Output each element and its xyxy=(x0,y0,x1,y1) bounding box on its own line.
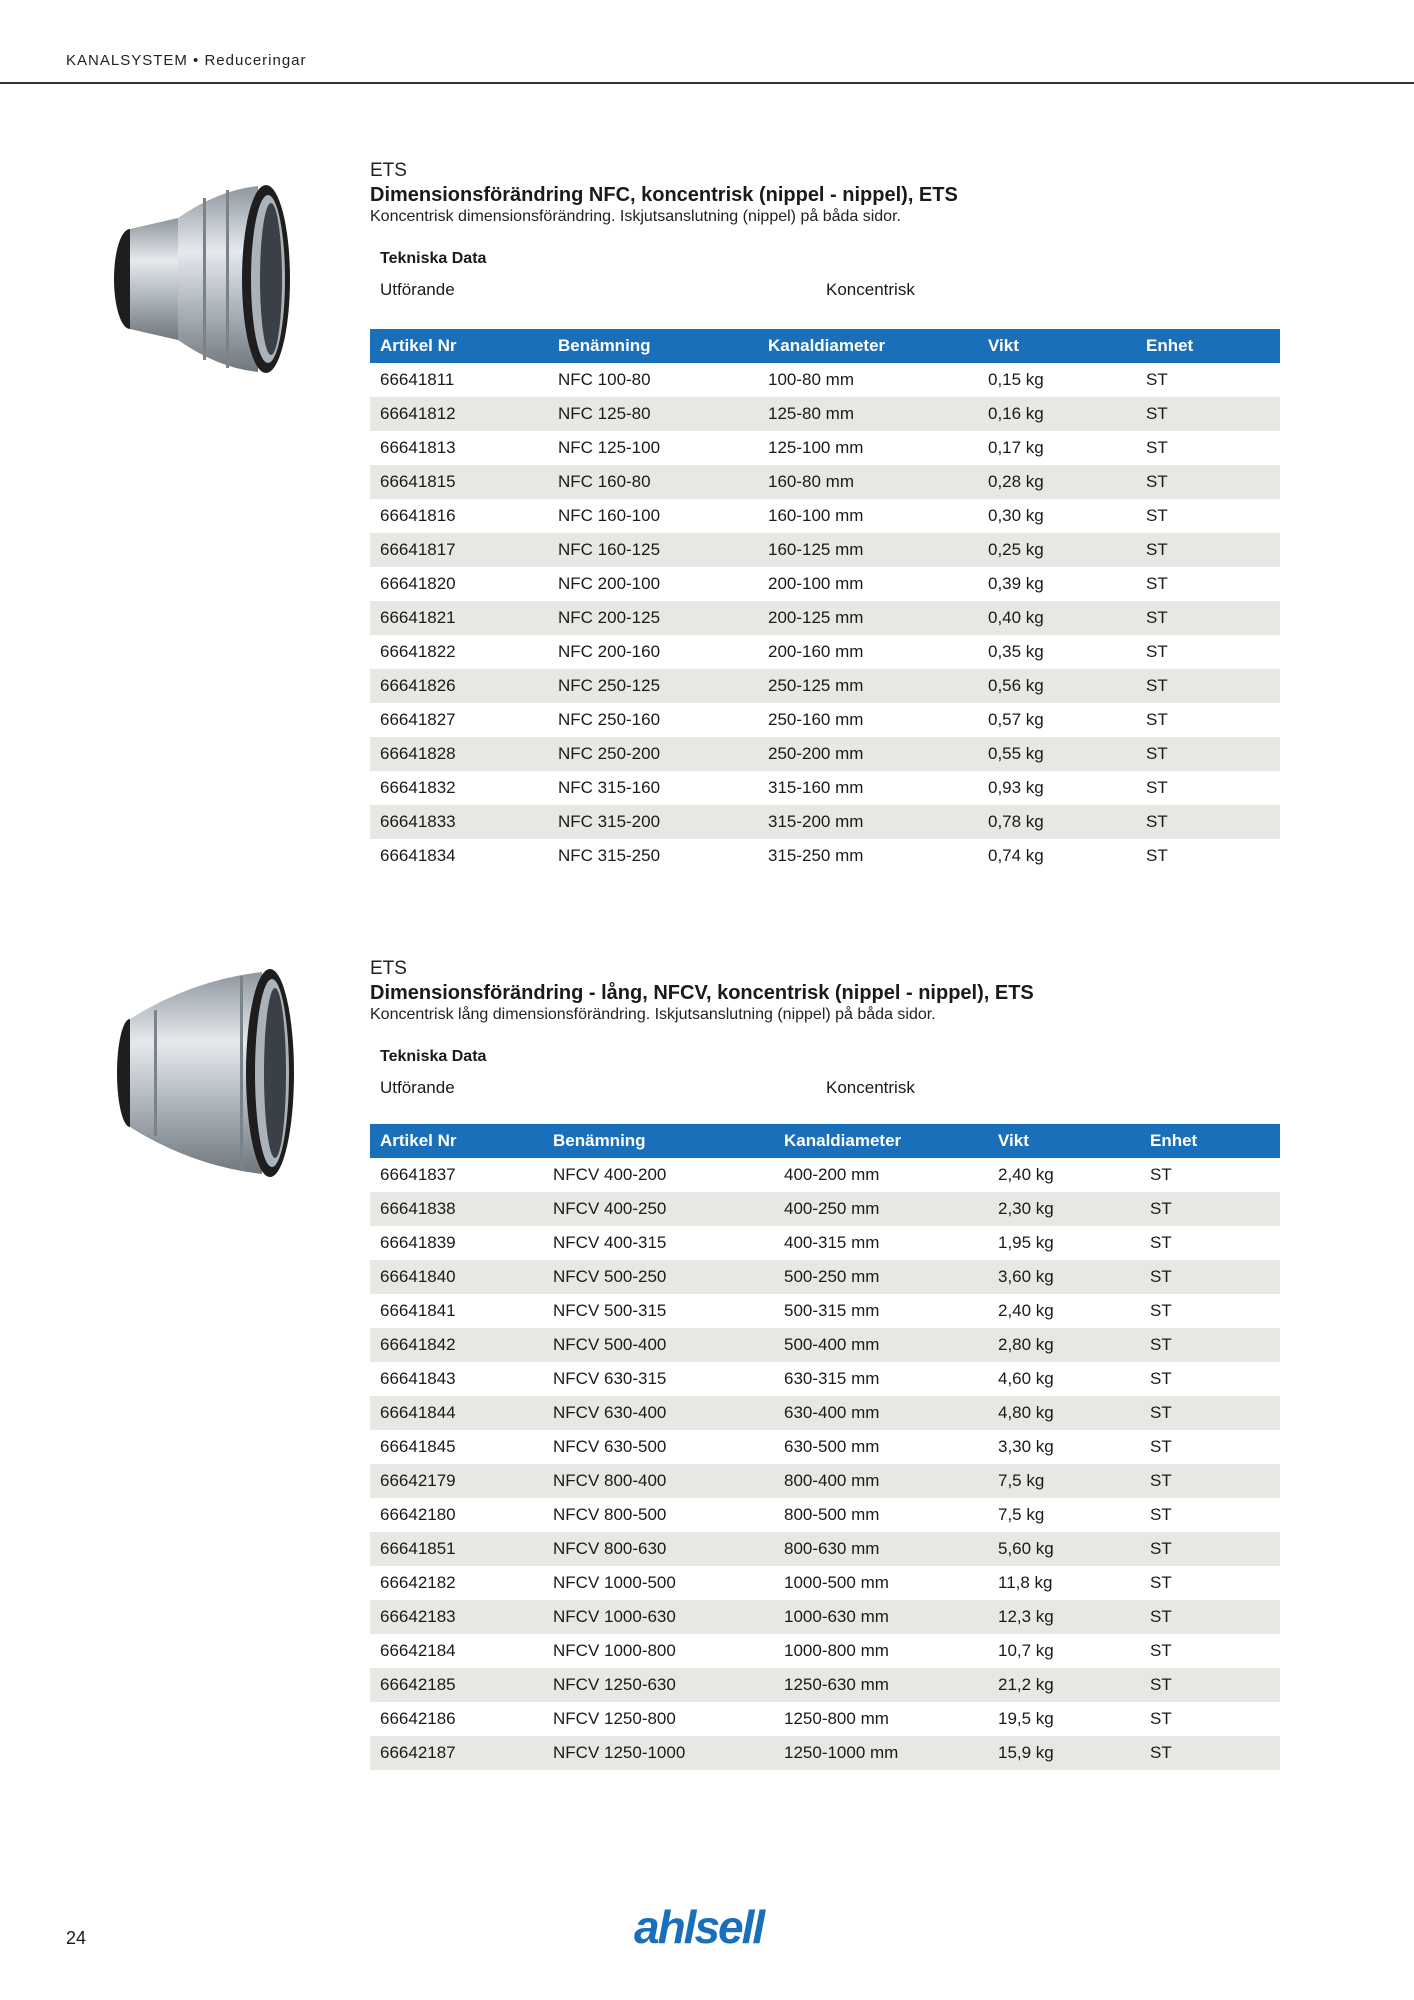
table-cell: 66641834 xyxy=(380,846,456,865)
table-cell: 800-500 mm xyxy=(784,1505,880,1524)
table-row xyxy=(370,397,1280,431)
table-cell: 0,40 kg xyxy=(988,608,1044,627)
table-cell: 200-125 mm xyxy=(768,608,864,627)
table-cell: 1,95 kg xyxy=(998,1233,1054,1252)
table-cell: 66641845 xyxy=(380,1437,456,1456)
table-row xyxy=(370,1566,1280,1600)
product-title: Dimensionsförändring NFC, koncentrisk (nippel - nippel), ETS xyxy=(370,184,958,206)
table-cell: 1250-630 mm xyxy=(784,1675,889,1694)
table-row xyxy=(370,1464,1280,1498)
table-cell: 2,30 kg xyxy=(998,1199,1054,1218)
table-cell: 66642186 xyxy=(380,1709,456,1728)
table-cell: 66641812 xyxy=(380,404,456,423)
table-cell: 7,5 kg xyxy=(998,1471,1045,1490)
table-cell: 160-80 mm xyxy=(768,472,854,491)
table-cell: 2,80 kg xyxy=(998,1335,1054,1354)
table-cell: 66641842 xyxy=(380,1335,456,1354)
table-cell: 3,30 kg xyxy=(998,1437,1054,1456)
column-header: Artikel Nr xyxy=(380,336,457,355)
table-cell: ST xyxy=(1146,438,1168,457)
table-cell: 315-160 mm xyxy=(768,778,864,797)
table-cell: ST xyxy=(1150,1301,1172,1320)
product-table-nfcv xyxy=(370,1124,1280,1770)
table-cell: ST xyxy=(1150,1607,1172,1626)
table-cell: NFCV 1250-800 xyxy=(553,1709,676,1728)
table-cell: 0,93 kg xyxy=(988,778,1044,797)
tech-data-row xyxy=(380,280,1280,300)
table-row xyxy=(370,363,1280,397)
table-cell: 250-160 mm xyxy=(768,710,864,729)
table-cell: 2,40 kg xyxy=(998,1301,1054,1320)
table-row xyxy=(370,1702,1280,1736)
section-nfcv xyxy=(370,958,1280,1770)
table-cell: 400-200 mm xyxy=(784,1165,880,1184)
table-cell: ST xyxy=(1150,1573,1172,1592)
table-row xyxy=(370,1532,1280,1566)
table-cell: NFC 250-200 xyxy=(558,744,661,763)
table-cell: NFC 315-160 xyxy=(558,778,661,797)
table-row xyxy=(370,1294,1280,1328)
table-cell: ST xyxy=(1150,1233,1172,1252)
table-cell: 66641813 xyxy=(380,438,456,457)
column-header: Kanaldiameter xyxy=(768,336,886,355)
table-cell: 66641828 xyxy=(380,744,456,763)
table-cell: 1000-630 mm xyxy=(784,1607,889,1626)
table-body xyxy=(370,363,1280,873)
brand-label: ETS xyxy=(370,958,407,979)
table-cell: 66641841 xyxy=(380,1301,456,1320)
reducer-nfc-image xyxy=(108,178,300,380)
table-cell: NFCV 1000-500 xyxy=(553,1573,676,1592)
table-cell: NFCV 500-315 xyxy=(553,1301,667,1320)
ahlsell-logo: ahlsell xyxy=(634,1901,764,1953)
table-cell: ST xyxy=(1150,1267,1172,1286)
table-cell: NFC 160-125 xyxy=(558,540,661,559)
table-cell: 66641832 xyxy=(380,778,456,797)
table-cell: 66641815 xyxy=(380,472,456,491)
tech-value: Koncentrisk xyxy=(826,1078,915,1097)
table-cell: NFC 250-125 xyxy=(558,676,661,695)
table-cell: ST xyxy=(1150,1709,1172,1728)
table-cell: ST xyxy=(1150,1165,1172,1184)
table-cell: NFCV 400-315 xyxy=(553,1233,667,1252)
table-cell: ST xyxy=(1150,1335,1172,1354)
table-cell: ST xyxy=(1146,540,1168,559)
page-number: 24 xyxy=(66,1928,87,1948)
table-cell: 0,57 kg xyxy=(988,710,1044,729)
table-cell: 66641811 xyxy=(380,370,455,389)
table-row xyxy=(370,431,1280,465)
table-cell: 250-200 mm xyxy=(768,744,864,763)
table-cell: ST xyxy=(1150,1199,1172,1218)
table-row xyxy=(370,703,1280,737)
table-row xyxy=(370,1634,1280,1668)
table-cell: ST xyxy=(1146,506,1168,525)
product-description: Koncentrisk dimensionsförändring. Iskjutsanslutning (nippel) på båda sidor. xyxy=(370,208,901,225)
table-row xyxy=(370,1328,1280,1362)
table-cell: 0,56 kg xyxy=(988,676,1044,695)
table-cell: 160-125 mm xyxy=(768,540,864,559)
column-header: Benämning xyxy=(553,1131,646,1150)
table-cell: 125-80 mm xyxy=(768,404,854,423)
tech-label: Utförande xyxy=(380,1078,455,1097)
table-row xyxy=(370,1736,1280,1770)
table-cell: 66642182 xyxy=(380,1573,456,1592)
table-cell: ST xyxy=(1146,744,1168,763)
table-cell: 4,80 kg xyxy=(998,1403,1054,1422)
table-cell: 66641826 xyxy=(380,676,456,695)
table-row xyxy=(370,805,1280,839)
table-cell: 66641833 xyxy=(380,812,456,831)
table-cell: 4,60 kg xyxy=(998,1369,1054,1388)
table-cell: NFCV 400-200 xyxy=(553,1165,667,1184)
table-row xyxy=(370,465,1280,499)
table-cell: ST xyxy=(1146,778,1168,797)
table-cell: 315-250 mm xyxy=(768,846,864,865)
tech-value: Koncentrisk xyxy=(826,280,915,299)
table-cell: ST xyxy=(1146,642,1168,661)
table-cell: 0,30 kg xyxy=(988,506,1044,525)
table-cell: 0,39 kg xyxy=(988,574,1044,593)
table-cell: 400-250 mm xyxy=(784,1199,880,1218)
column-header: Vikt xyxy=(988,336,1019,355)
table-cell: 66641838 xyxy=(380,1199,456,1218)
table-cell: 66642184 xyxy=(380,1641,456,1660)
table-cell: ST xyxy=(1146,574,1168,593)
table-cell: 500-250 mm xyxy=(784,1267,880,1286)
product-table-nfc xyxy=(370,329,1280,873)
table-row xyxy=(370,533,1280,567)
table-row xyxy=(370,1362,1280,1396)
section-nfc xyxy=(370,160,1280,873)
page-header xyxy=(0,0,1414,84)
table-cell: 66641851 xyxy=(380,1539,456,1558)
table-cell: ST xyxy=(1150,1675,1172,1694)
table-row xyxy=(370,1668,1280,1702)
table-cell: 66641839 xyxy=(380,1233,456,1252)
table-cell: NFC 200-125 xyxy=(558,608,661,627)
table-row xyxy=(370,737,1280,771)
column-header: Enhet xyxy=(1150,1131,1198,1150)
tech-data-heading: Tekniska Data xyxy=(380,1048,487,1065)
table-cell: 21,2 kg xyxy=(998,1675,1054,1694)
table-cell: ST xyxy=(1150,1539,1172,1558)
table-cell: 2,40 kg xyxy=(998,1165,1054,1184)
table-cell: NFC 200-160 xyxy=(558,642,661,661)
table-cell: 0,17 kg xyxy=(988,438,1044,457)
table-cell: NFCV 1000-800 xyxy=(553,1641,676,1660)
table-cell: 66641843 xyxy=(380,1369,456,1388)
table-cell: 500-400 mm xyxy=(784,1335,880,1354)
product-title: Dimensionsförändring - lång, NFCV, koncentrisk (nippel - nippel), ETS xyxy=(370,982,1034,1004)
table-cell: ST xyxy=(1146,710,1168,729)
table-cell: ST xyxy=(1150,1471,1172,1490)
table-row xyxy=(370,1430,1280,1464)
table-cell: NFCV 1000-630 xyxy=(553,1607,676,1626)
table-cell: 66642185 xyxy=(380,1675,456,1694)
table-cell: 66642180 xyxy=(380,1505,456,1524)
table-cell: 1000-800 mm xyxy=(784,1641,889,1660)
table-row xyxy=(370,567,1280,601)
table-cell: ST xyxy=(1150,1369,1172,1388)
table-cell: 250-125 mm xyxy=(768,676,864,695)
table-cell: ST xyxy=(1150,1743,1172,1762)
table-cell: NFCV 400-250 xyxy=(553,1199,667,1218)
table-cell: ST xyxy=(1146,676,1168,695)
table-cell: ST xyxy=(1150,1641,1172,1660)
table-cell: 0,16 kg xyxy=(988,404,1044,423)
table-cell: 315-200 mm xyxy=(768,812,864,831)
table-cell: 66642183 xyxy=(380,1607,456,1626)
table-cell: 0,78 kg xyxy=(988,812,1044,831)
reducer-nfcv-image xyxy=(112,960,302,1186)
table-cell: ST xyxy=(1146,404,1168,423)
table-cell: NFC 125-80 xyxy=(558,404,651,423)
column-header: Artikel Nr xyxy=(380,1131,457,1150)
table-cell: ST xyxy=(1150,1505,1172,1524)
table-cell: 0,15 kg xyxy=(988,370,1044,389)
table-cell: ST xyxy=(1150,1437,1172,1456)
table-cell: NFC 125-100 xyxy=(558,438,661,457)
table-cell: ST xyxy=(1146,608,1168,627)
table-cell: 19,5 kg xyxy=(998,1709,1054,1728)
table-cell: 12,3 kg xyxy=(998,1607,1054,1626)
table-cell: 3,60 kg xyxy=(998,1267,1054,1286)
table-cell: NFCV 1250-1000 xyxy=(553,1743,686,1762)
breadcrumb: KANALSYSTEM • Reduceringar xyxy=(66,52,307,69)
table-cell: NFCV 630-500 xyxy=(553,1437,667,1456)
table-cell: 10,7 kg xyxy=(998,1641,1054,1660)
table-cell: 630-315 mm xyxy=(784,1369,880,1388)
table-cell: 1250-800 mm xyxy=(784,1709,889,1728)
table-row xyxy=(370,1396,1280,1430)
table-cell: 66641844 xyxy=(380,1403,456,1422)
table-cell: 66641837 xyxy=(380,1165,456,1184)
table-cell: 66641822 xyxy=(380,642,456,661)
table-cell: ST xyxy=(1146,472,1168,491)
table-body xyxy=(370,1158,1280,1770)
table-cell: NFC 315-250 xyxy=(558,846,661,865)
table-cell: NFCV 800-400 xyxy=(553,1471,667,1490)
table-row xyxy=(370,1226,1280,1260)
table-cell: NFCV 800-630 xyxy=(553,1539,667,1558)
table-cell: 630-500 mm xyxy=(784,1437,880,1456)
table-row xyxy=(370,1600,1280,1634)
brand-label: ETS xyxy=(370,160,407,181)
table-cell: 200-100 mm xyxy=(768,574,864,593)
table-row xyxy=(370,635,1280,669)
tech-data-heading: Tekniska Data xyxy=(380,250,487,267)
table-cell: 160-100 mm xyxy=(768,506,864,525)
table-cell: 100-80 mm xyxy=(768,370,854,389)
table-cell: 5,60 kg xyxy=(998,1539,1054,1558)
table-cell: 0,28 kg xyxy=(988,472,1044,491)
table-cell: 15,9 kg xyxy=(998,1743,1054,1762)
table-cell: NFCV 500-250 xyxy=(553,1267,667,1286)
table-row xyxy=(370,499,1280,533)
table-row xyxy=(370,771,1280,805)
table-cell: NFC 315-200 xyxy=(558,812,661,831)
table-cell: ST xyxy=(1146,370,1168,389)
table-cell: NFCV 500-400 xyxy=(553,1335,667,1354)
table-cell: 66642179 xyxy=(380,1471,456,1490)
table-row xyxy=(370,601,1280,635)
table-cell: 0,35 kg xyxy=(988,642,1044,661)
table-cell: 800-630 mm xyxy=(784,1539,880,1558)
table-cell: NFCV 1250-630 xyxy=(553,1675,676,1694)
column-header: Enhet xyxy=(1146,336,1194,355)
table-cell: 1250-1000 mm xyxy=(784,1743,899,1762)
table-cell: 11,8 kg xyxy=(998,1573,1053,1592)
table-row xyxy=(370,1158,1280,1192)
product-description: Koncentrisk lång dimensionsförändring. Iskjutsanslutning (nippel) på båda sidor. xyxy=(370,1006,936,1023)
table-cell: ST xyxy=(1150,1403,1172,1422)
table-cell: NFC 100-80 xyxy=(558,370,651,389)
table-cell: 0,74 kg xyxy=(988,846,1044,865)
table-cell: NFCV 800-500 xyxy=(553,1505,667,1524)
table-cell: NFC 160-100 xyxy=(558,506,661,525)
table-cell: 500-315 mm xyxy=(784,1301,880,1320)
table-row xyxy=(370,669,1280,703)
table-row xyxy=(370,1498,1280,1532)
table-row xyxy=(370,1260,1280,1294)
table-cell: 0,55 kg xyxy=(988,744,1044,763)
table-cell: 400-315 mm xyxy=(784,1233,880,1252)
column-header: Vikt xyxy=(998,1131,1029,1150)
table-cell: ST xyxy=(1146,846,1168,865)
table-cell: 66641840 xyxy=(380,1267,456,1286)
table-cell: NFCV 630-400 xyxy=(553,1403,667,1422)
tech-data-row xyxy=(380,1078,1280,1098)
table-cell: 66641827 xyxy=(380,710,456,729)
table-cell: 125-100 mm xyxy=(768,438,864,457)
column-header: Kanaldiameter xyxy=(784,1131,902,1150)
table-cell: 66641820 xyxy=(380,574,456,593)
table-cell: 200-160 mm xyxy=(768,642,864,661)
column-header: Benämning xyxy=(558,336,651,355)
table-cell: ST xyxy=(1146,812,1168,831)
table-cell: 1000-500 mm xyxy=(784,1573,889,1592)
table-cell: 66642187 xyxy=(380,1743,456,1762)
table-cell: 66641821 xyxy=(380,608,456,627)
table-cell: 66641816 xyxy=(380,506,456,525)
table-row xyxy=(370,1192,1280,1226)
tech-label: Utförande xyxy=(380,280,455,299)
table-row xyxy=(370,839,1280,873)
table-header-row xyxy=(370,1124,1280,1158)
table-cell: NFC 160-80 xyxy=(558,472,651,491)
table-cell: 7,5 kg xyxy=(998,1505,1045,1524)
table-cell: NFC 250-160 xyxy=(558,710,661,729)
table-header-row xyxy=(370,329,1280,363)
table-cell: 800-400 mm xyxy=(784,1471,880,1490)
table-cell: 630-400 mm xyxy=(784,1403,880,1422)
table-cell: 66641817 xyxy=(380,540,456,559)
table-cell: NFC 200-100 xyxy=(558,574,661,593)
table-cell: 0,25 kg xyxy=(988,540,1044,559)
table-cell: NFCV 630-315 xyxy=(553,1369,667,1388)
